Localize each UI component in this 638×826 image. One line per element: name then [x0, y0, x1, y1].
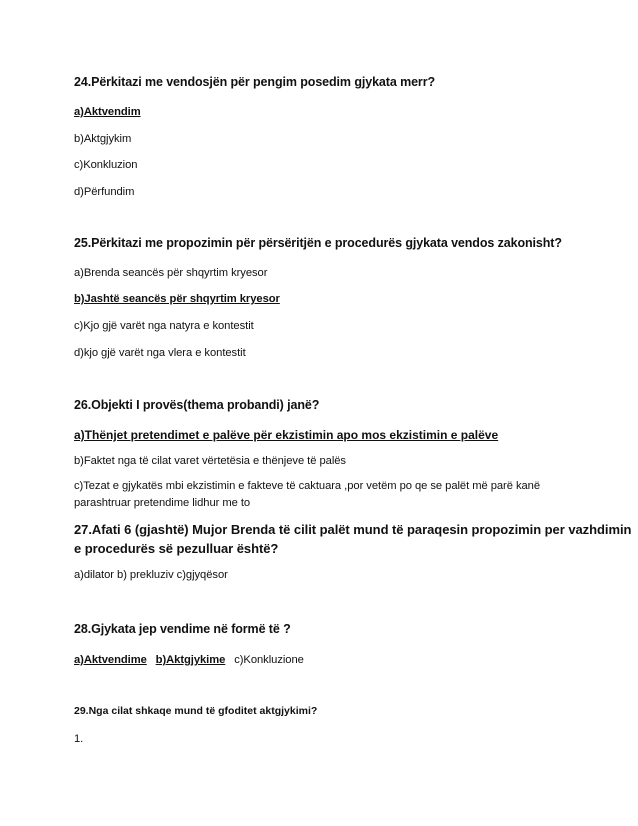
- q27-options: a)dilator b) prekluziv c)gjyqësor: [74, 569, 228, 581]
- question-24: 24.Përkitazi me vendosjën për pengim posedim gjykata merr?: [74, 75, 435, 89]
- q26-option-c-line1: c)Tezat e gjykatës mbi ekzistimin e fakteve të caktuara ,por vetëm po qe se palët më parë kanë: [74, 480, 541, 492]
- q25-option-a: a)Brenda seancës për shqyrtim kryesor: [74, 267, 268, 279]
- q25-option-c: c)Kjo gjë varët nga natyra e kontestit: [74, 320, 254, 332]
- question-29: 29.Nga cilat shkaqe mund të gfoditet aktgjykimi?: [74, 705, 318, 717]
- q24-option-d: d)Përfundim: [74, 186, 135, 198]
- q25-option-d: d)kjo gjë varët nga vlera e kontestit: [74, 347, 246, 359]
- q24-option-a: a)Aktvendim: [74, 106, 141, 118]
- q29-item-1: 1.: [74, 733, 84, 745]
- q25-option-b: b)Jashtë seancës për shqyrtim kryesor: [74, 293, 280, 305]
- q28-option-c: c)Konkluzione: [234, 654, 304, 666]
- q24-option-b: b)Aktgjykim: [74, 133, 132, 145]
- q28-option-a: a)Aktvendime: [74, 654, 147, 666]
- q26-option-b: b)Faktet nga të cilat varet vërtetësia e thënjeve të palës: [74, 455, 346, 467]
- q26-option-c-line2: parashtruar pretendime lidhur me to: [74, 497, 251, 509]
- q24-option-c: c)Konkluzion: [74, 159, 138, 171]
- question-26: 26.Objekti I provës(thema probandi) janë?: [74, 398, 320, 412]
- question-25: 25.Përkitazi me propozimin për përsëritjën e procedurës gjykata vendos zakonisht?: [74, 236, 562, 250]
- q28-options-row: [74, 650, 304, 668]
- question-28: 28.Gjykata jep vendime në formë të ?: [74, 622, 291, 636]
- question-27-line2: e procedurës së pezulluar është?: [74, 541, 279, 556]
- question-27-line1: 27.Afati 6 (gjashtë) Mujor Brenda të cilit palët mund të paraqesin propozimin per vazhdimin: [74, 522, 632, 537]
- q28-option-b: b)Aktgjykime: [155, 654, 226, 666]
- q26-option-a: a)Thënjet pretendimet e palëve për ekzistimin apo mos ekzistimin e palëve: [74, 428, 499, 442]
